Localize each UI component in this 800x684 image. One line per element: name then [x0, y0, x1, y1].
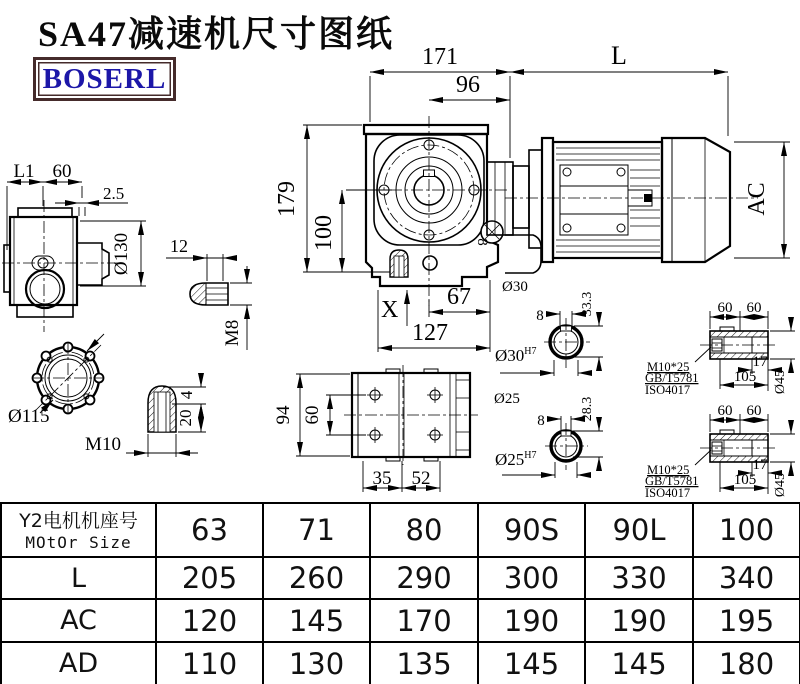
table-cell: 300 — [478, 557, 585, 599]
table-cell: 110 — [156, 642, 263, 684]
bore-30-section — [495, 292, 603, 376]
column-header: 90S — [478, 503, 585, 557]
dim-105-bottom: 105 — [733, 472, 757, 488]
dim-94: 94 — [273, 405, 294, 425]
table-cell: 190 — [478, 599, 585, 642]
table-cell: 190 — [585, 599, 693, 642]
dim-60b-bottom: 60 — [746, 403, 762, 419]
label-d25h7: $Ø25^{H7}$ — [495, 450, 537, 469]
table-row — [1, 642, 800, 684]
label-d30h7: $Ø30^{H7}$ — [495, 346, 537, 365]
side-view — [2, 161, 146, 332]
table-cell: 195 — [693, 599, 800, 642]
dim-60a-top: 60 — [717, 300, 733, 316]
note-bolt-top: M10*25 — [647, 360, 690, 374]
dim-67: 67 — [447, 284, 471, 310]
column-header: 90L — [585, 503, 693, 557]
dim-key8-rotated: 8 — [474, 238, 490, 246]
table-header-label — [1, 503, 156, 557]
table-cell: 170 — [370, 599, 478, 642]
note-iso-bottom: ISO4017 — [645, 486, 691, 500]
dim-12: 12 — [170, 236, 188, 256]
dim-127: 127 — [412, 320, 448, 346]
label-m8: M8 — [222, 319, 243, 347]
hollow-shaft-top — [645, 300, 795, 397]
dim-60a-bottom: 60 — [717, 403, 733, 419]
label-d25-callout: Ø25 — [494, 391, 520, 407]
table-cell: 120 — [156, 599, 263, 642]
dim-35: 35 — [372, 468, 392, 489]
dim-179: 179 — [274, 181, 300, 217]
table-row — [1, 557, 800, 599]
dim-d45-top: Ø45 — [773, 369, 788, 395]
dim-33-3: 33.3 — [580, 291, 595, 317]
row-label: L — [1, 557, 156, 599]
brand-logo-text: BOSERL — [42, 62, 167, 95]
dim-AC: AC — [744, 182, 770, 216]
dim-52: 52 — [411, 468, 431, 489]
column-header: 100 — [693, 503, 800, 557]
table-cell: 135 — [370, 642, 478, 684]
dim-96: 96 — [456, 72, 480, 98]
table-cell: 340 — [693, 557, 800, 599]
dim-171: 171 — [422, 44, 458, 70]
front-view-dimensions — [274, 41, 790, 352]
label-x: X — [381, 297, 399, 323]
dim-L: L — [611, 41, 627, 70]
dim-key8-25: 8 — [537, 413, 545, 429]
dim-2-5: 2.5 — [103, 184, 125, 203]
table-cell: 145 — [585, 642, 693, 684]
dim-60b-top: 60 — [746, 300, 762, 316]
dim-d130: Ø130 — [111, 232, 132, 276]
table-row — [1, 599, 800, 642]
dim-28-3: 28.3 — [580, 396, 595, 422]
page-title: SA47减速机尺寸图纸 — [38, 14, 395, 54]
dim-L1: L1 — [13, 161, 35, 182]
table-cell: 180 — [693, 642, 800, 684]
column-header: 63 — [156, 503, 263, 557]
dim-60-side: 60 — [52, 161, 72, 182]
note-bolt-bottom: M10*25 — [647, 463, 690, 477]
table-cell: 260 — [263, 557, 370, 599]
table-cell: 130 — [263, 642, 370, 684]
row-label: AC — [1, 599, 156, 642]
dim-100: 100 — [311, 215, 337, 251]
dim-60-bottom: 60 — [302, 405, 323, 425]
table-cell: 205 — [156, 557, 263, 599]
dim-d45-bottom: Ø45 — [773, 472, 788, 498]
note-gb-top: GB/T5781 — [645, 371, 699, 385]
bore-25-section — [494, 391, 603, 478]
label-d115: Ø115 — [8, 406, 50, 427]
row-label: AD — [1, 642, 156, 684]
column-header: 71 — [263, 503, 370, 557]
front-view — [348, 116, 758, 306]
table-cell: 290 — [370, 557, 478, 599]
motor-size-table — [0, 502, 800, 684]
hollow-shaft-bottom — [645, 403, 795, 500]
dim-17-top: 17 — [752, 354, 768, 370]
dim-105-top: 105 — [733, 369, 757, 385]
table-cell: 330 — [585, 557, 693, 599]
label-shaft-d30: Ø30 — [502, 279, 528, 295]
dim-17-bottom: 17 — [752, 457, 768, 473]
table-cell: 145 — [478, 642, 585, 684]
dim-20: 20 — [176, 409, 195, 427]
column-header: 80 — [370, 503, 478, 557]
header-cn: Y2电机机座号 — [19, 509, 138, 532]
shaft-m8-view — [166, 236, 252, 350]
flange-view — [8, 334, 104, 427]
dim-4: 4 — [177, 390, 196, 400]
shaft-m10-view — [85, 377, 206, 457]
note-iso-top: ISO4017 — [645, 383, 691, 397]
note-gb-bottom: GB/T5781 — [645, 474, 699, 488]
label-m10: M10 — [85, 434, 121, 455]
bottom-view — [273, 365, 478, 492]
table-header-row — [1, 503, 800, 557]
table-cell: 145 — [263, 599, 370, 642]
header-en: MOtOr Size — [25, 532, 132, 552]
dim-key8-30: 8 — [536, 308, 544, 324]
